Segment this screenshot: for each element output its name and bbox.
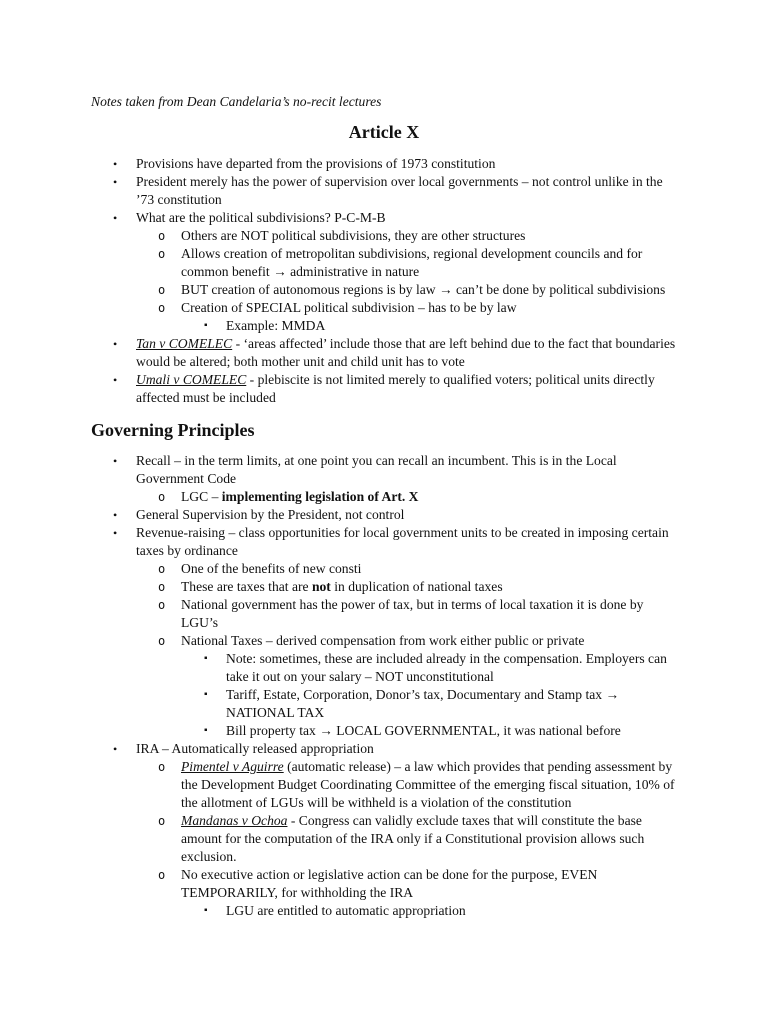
list-item: • General Supervision by the President, not control [113,507,405,522]
list-item: o One of the benefits of new consti [158,561,362,576]
case-name: Mandanas v Ochoa [181,813,288,828]
square-marker: ▪ [204,689,208,700]
list-item: ▪ Example: MMDA [204,318,326,333]
circle-marker: o [158,247,166,261]
list-item: • IRA – Automatically released appropriation [113,741,374,756]
principles-list [0,452,768,920]
circle-marker: o [158,229,166,243]
bullet-marker: • [113,373,118,387]
list-item: ▪ Tariff, Estate, Corporation, Donor’s tax, Documentary and Stamp tax → NATIONAL TAX [204,687,620,720]
bullet-marker: • [113,175,118,189]
list-item: o Pimentel v Aguirre (automatic release) – a law which provides that pending assessment by the Development Budget Coordinating Committee of the emerging fiscal situation, 10% of the allotment of LGUs will be withheld is a violation of the constitution [158,759,675,810]
bullet-marker: • [113,742,118,756]
circle-marker: o [158,760,166,774]
list-item: o Allows creation of metropolitan subdivisions, regional development councils and for common benefit → administrative in nature [158,246,643,279]
square-marker: ▪ [204,905,208,916]
circle-marker: o [158,598,166,612]
section-heading: Governing Principles [91,420,255,440]
list-item: o These are taxes that are not in duplication of national taxes [158,579,503,594]
case-name: Umali v COMELEC [136,372,247,387]
circle-marker: o [158,580,166,594]
circle-marker: o [158,814,166,828]
case-name: Pimentel v Aguirre [181,759,284,774]
bullet-marker: • [113,337,118,351]
circle-marker: o [158,868,166,882]
bullet-marker: • [113,454,118,468]
page-title: Article X [348,122,420,142]
list-item: • President merely has the power of supervision over local governments – not control unlike in the ’73 constitution [113,174,663,207]
bullet-marker: • [113,211,118,225]
document-subtitle: Notes taken from Dean Candelaria’s no-recit lectures [91,94,382,109]
case-name: Tan v COMELEC [136,336,233,351]
article-list [0,155,768,407]
list-item: • What are the political subdivisions? P-C-M-B [113,210,386,225]
bullet-marker: • [113,157,118,171]
square-marker: ▪ [204,725,208,736]
circle-marker: o [158,634,166,648]
square-marker: ▪ [204,320,208,331]
circle-marker: o [158,490,166,504]
list-item: • Revenue-raising – class opportunities for local government units to be created in imposing certain taxes by ordinance [113,525,669,558]
list-item: o National government has the power of tax, but in terms of local taxation it is done by LGU’s [158,597,644,630]
list-item: o LGC – implementing legislation of Art. X [158,489,419,504]
list-item: o BUT creation of autonomous regions is by law → can’t be done by political subdivisions [158,282,666,297]
list-item: ▪ LGU are entitled to automatic appropriation [204,903,466,918]
list-item: o No executive action or legislative action can be done for the purpose, EVEN TEMPORARILY, for withholding the IRA [158,867,598,900]
list-item: • Provisions have departed from the provisions of 1973 constitution [113,156,496,171]
list-item: • Recall – in the term limits, at one point you can recall an incumbent. This is in the Local Government Code [113,453,617,486]
list-item: o National Taxes – derived compensation from work either public or private [158,633,585,648]
circle-marker: o [158,562,166,576]
list-item: o Mandanas v Ochoa - Congress can validly exclude taxes that will constitute the base amount for the computation of the IRA only if a Constitutional provision allows such exclusion. [158,813,645,864]
list-item: ▪ Bill property tax → LOCAL GOVERNMENTAL, it was national before [204,723,621,738]
square-marker: ▪ [204,653,208,664]
list-item: o Creation of SPECIAL political subdivision – has to be by law [158,300,517,315]
list-item: o Others are NOT political subdivisions, they are other structures [158,228,526,243]
bullet-marker: • [113,508,118,522]
circle-marker: o [158,301,166,315]
list-item: • Umali v COMELEC - plebiscite is not limited merely to qualified voters; political units directly affected must be included [113,372,655,405]
circle-marker: o [158,283,166,297]
list-item: • Tan v COMELEC - ‘areas affected’ include those that are left behind due to the fact that boundaries would be altered; both mother unit and child unit has to vote [113,336,676,369]
list-item: ▪ Note: sometimes, these are included already in the compensation. Employers can take it out on your salary – NOT unconstitutional [204,651,667,684]
bullet-marker: • [113,526,118,540]
